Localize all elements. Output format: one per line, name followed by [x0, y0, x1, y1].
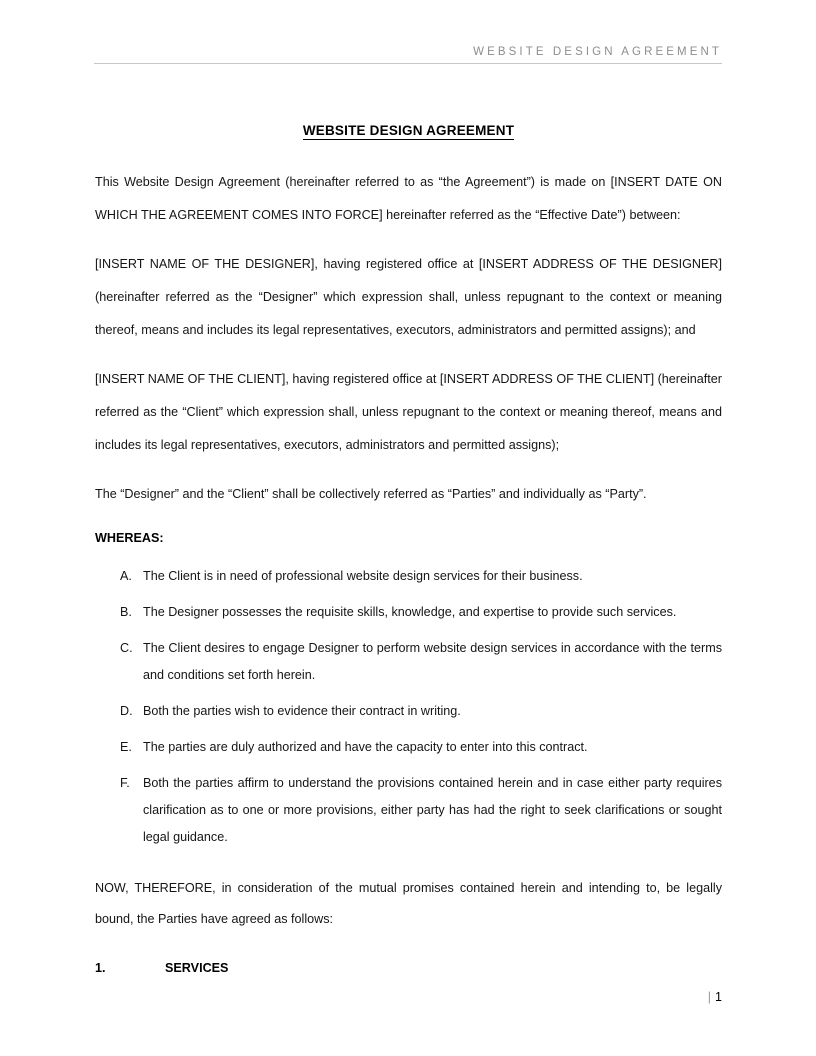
paragraph-client: [INSERT NAME OF THE CLIENT], having registered office at [INSERT ADDRESS OF THE CLIENT] (hereinafter referred as the “Client” which expression shall, unless repugnant to the context or meaning thereof, means and includes its legal representatives, executors, administrators and permitted assigns); — [95, 372, 722, 452]
list-item-marker: D. — [120, 704, 133, 718]
list-item-text: The Client is in need of professional website design services for their business. — [143, 569, 583, 583]
list-item-marker: F. — [120, 776, 130, 790]
list-item — [95, 599, 722, 626]
list-item-text: The Designer possesses the requisite skills, knowledge, and expertise to provide such services. — [143, 605, 677, 619]
paragraph-intro: This Website Design Agreement (hereinafter referred to as “the Agreement”) is made on [INSERT DATE ON WHICH THE AGREEMENT COMES INTO FORCE] hereinafter referred as the “Effective Date”) between: — [95, 175, 722, 222]
list-item — [95, 635, 722, 689]
list-item — [95, 770, 722, 851]
whereas-heading: WHEREAS: — [95, 531, 164, 545]
page-title-text: WEBSITE DESIGN AGREEMENT — [302, 123, 515, 138]
header-divider — [94, 63, 722, 64]
list-item — [95, 698, 722, 725]
list-item-marker: B. — [120, 605, 132, 619]
list-item — [95, 563, 722, 590]
list-item-marker: A. — [120, 569, 132, 583]
document-body — [95, 122, 722, 979]
paragraph-parties: The “Designer” and the “Client” shall be collectively referred as “Parties” and individually as “Party”. — [95, 487, 647, 501]
section-number: 1. — [95, 961, 106, 975]
paragraph-now-therefore: NOW, THEREFORE, in consideration of the mutual promises contained herein and intending to, be legally bound, the Parties have agreed as follows: — [95, 881, 722, 926]
footer-separator: | — [707, 990, 712, 1004]
running-header-title: WEBSITE DESIGN AGREEMENT — [473, 46, 722, 58]
list-item-marker: C. — [120, 641, 133, 655]
list-item-text: The parties are duly authorized and have the capacity to enter into this contract. — [143, 740, 588, 754]
list-item-marker: E. — [120, 740, 132, 754]
paragraph-designer: [INSERT NAME OF THE DESIGNER], having registered office at [INSERT ADDRESS OF THE DESIGNER] (hereinafter referred as the “Designer” which expression shall, unless repugnant to the context or meaning thereof, means and includes its legal representatives, executors, administrators and permitted assigns); and — [95, 257, 722, 337]
page-footer — [94, 988, 722, 1006]
recitals-list — [95, 563, 722, 851]
list-item-text: Both the parties affirm to understand the provisions contained herein and in case either party requires clarification as to one or more provisions, either party has had the right to seek clarifications or sought legal guidance. — [143, 776, 722, 844]
section-heading-services — [95, 957, 722, 979]
running-header — [94, 44, 722, 64]
page-number: 1 — [715, 990, 722, 1004]
page-title — [95, 122, 722, 140]
list-item-text: Both the parties wish to evidence their contract in writing. — [143, 704, 461, 718]
list-item-text: The Client desires to engage Designer to perform website design services in accordance with the terms and conditions set forth herein. — [143, 641, 722, 682]
section-title: SERVICES — [165, 961, 229, 975]
list-item — [95, 734, 722, 761]
